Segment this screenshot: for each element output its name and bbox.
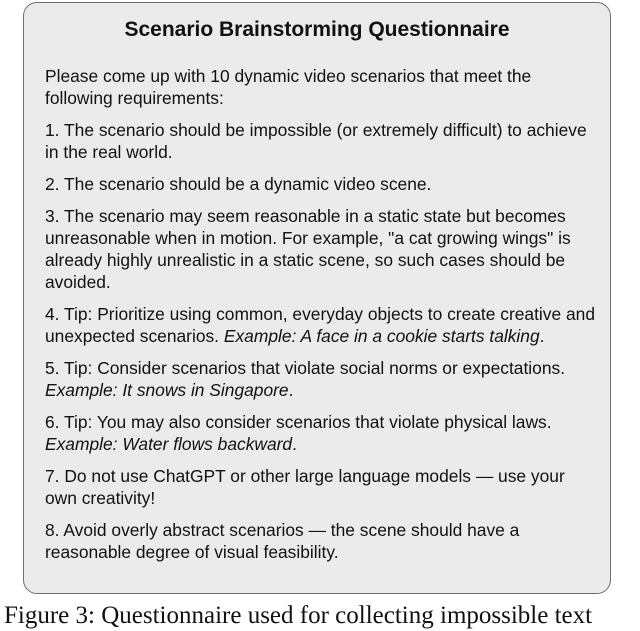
requirement-3 [45,205,600,293]
requirement-7-text: 7. Do not use ChatGPT or other large language models — use your own creativity! [45,466,565,508]
tip-6-example: Example: Water flows backward [45,434,293,454]
questionnaire-body [45,65,600,563]
requirement-2-text: 2. The scenario should be a dynamic video scene. [45,174,432,194]
requirement-2 [45,173,600,195]
requirement-7 [45,465,600,509]
tip-5-period: . [288,380,294,400]
tip-6-text: 6. Tip: You may also consider scenarios that violate physical laws. [45,412,552,432]
questionnaire-box [23,2,611,594]
tip-5 [45,357,600,401]
requirement-8-text: 8. Avoid overly abstract scenarios — the scene should have a reasonable degree of visual feasibility. [45,520,520,562]
requirement-8 [45,519,600,563]
requirement-3-text: 3. The scenario may seem reasonable in a static state but becomes unreasonable when in motion. For example, "a cat growing wings" is already highly unrealistic in a static scene, so such cases should be avoided. [45,206,571,292]
questionnaire-title: Scenario Brainstorming Questionnaire [124,18,510,41]
requirement-1 [45,119,600,163]
requirement-1-text: 1. The scenario should be impossible (or extremely difficult) to achieve in the real world. [45,120,587,162]
tip-5-text: 5. Tip: Consider scenarios that violate social norms or expectations. [45,358,566,378]
tip-5-example: Example: It snows in Singapore [45,380,289,400]
tip-4-period: . [539,326,545,346]
tip-4-text: 4. Tip: Prioritize using common, everyday objects to create creative and unexpected scenarios. [45,304,595,346]
tip-4-example: Example: A face in a cookie starts talking [223,326,540,346]
tip-4 [45,303,600,347]
intro-text: Please come up with 10 dynamic video scenarios that meet the following requirements: [45,66,532,108]
figure-caption: Figure 3: Questionnaire used for collecting impossible text [4,602,593,629]
tip-6 [45,411,600,455]
tip-6-period: . [292,434,297,454]
